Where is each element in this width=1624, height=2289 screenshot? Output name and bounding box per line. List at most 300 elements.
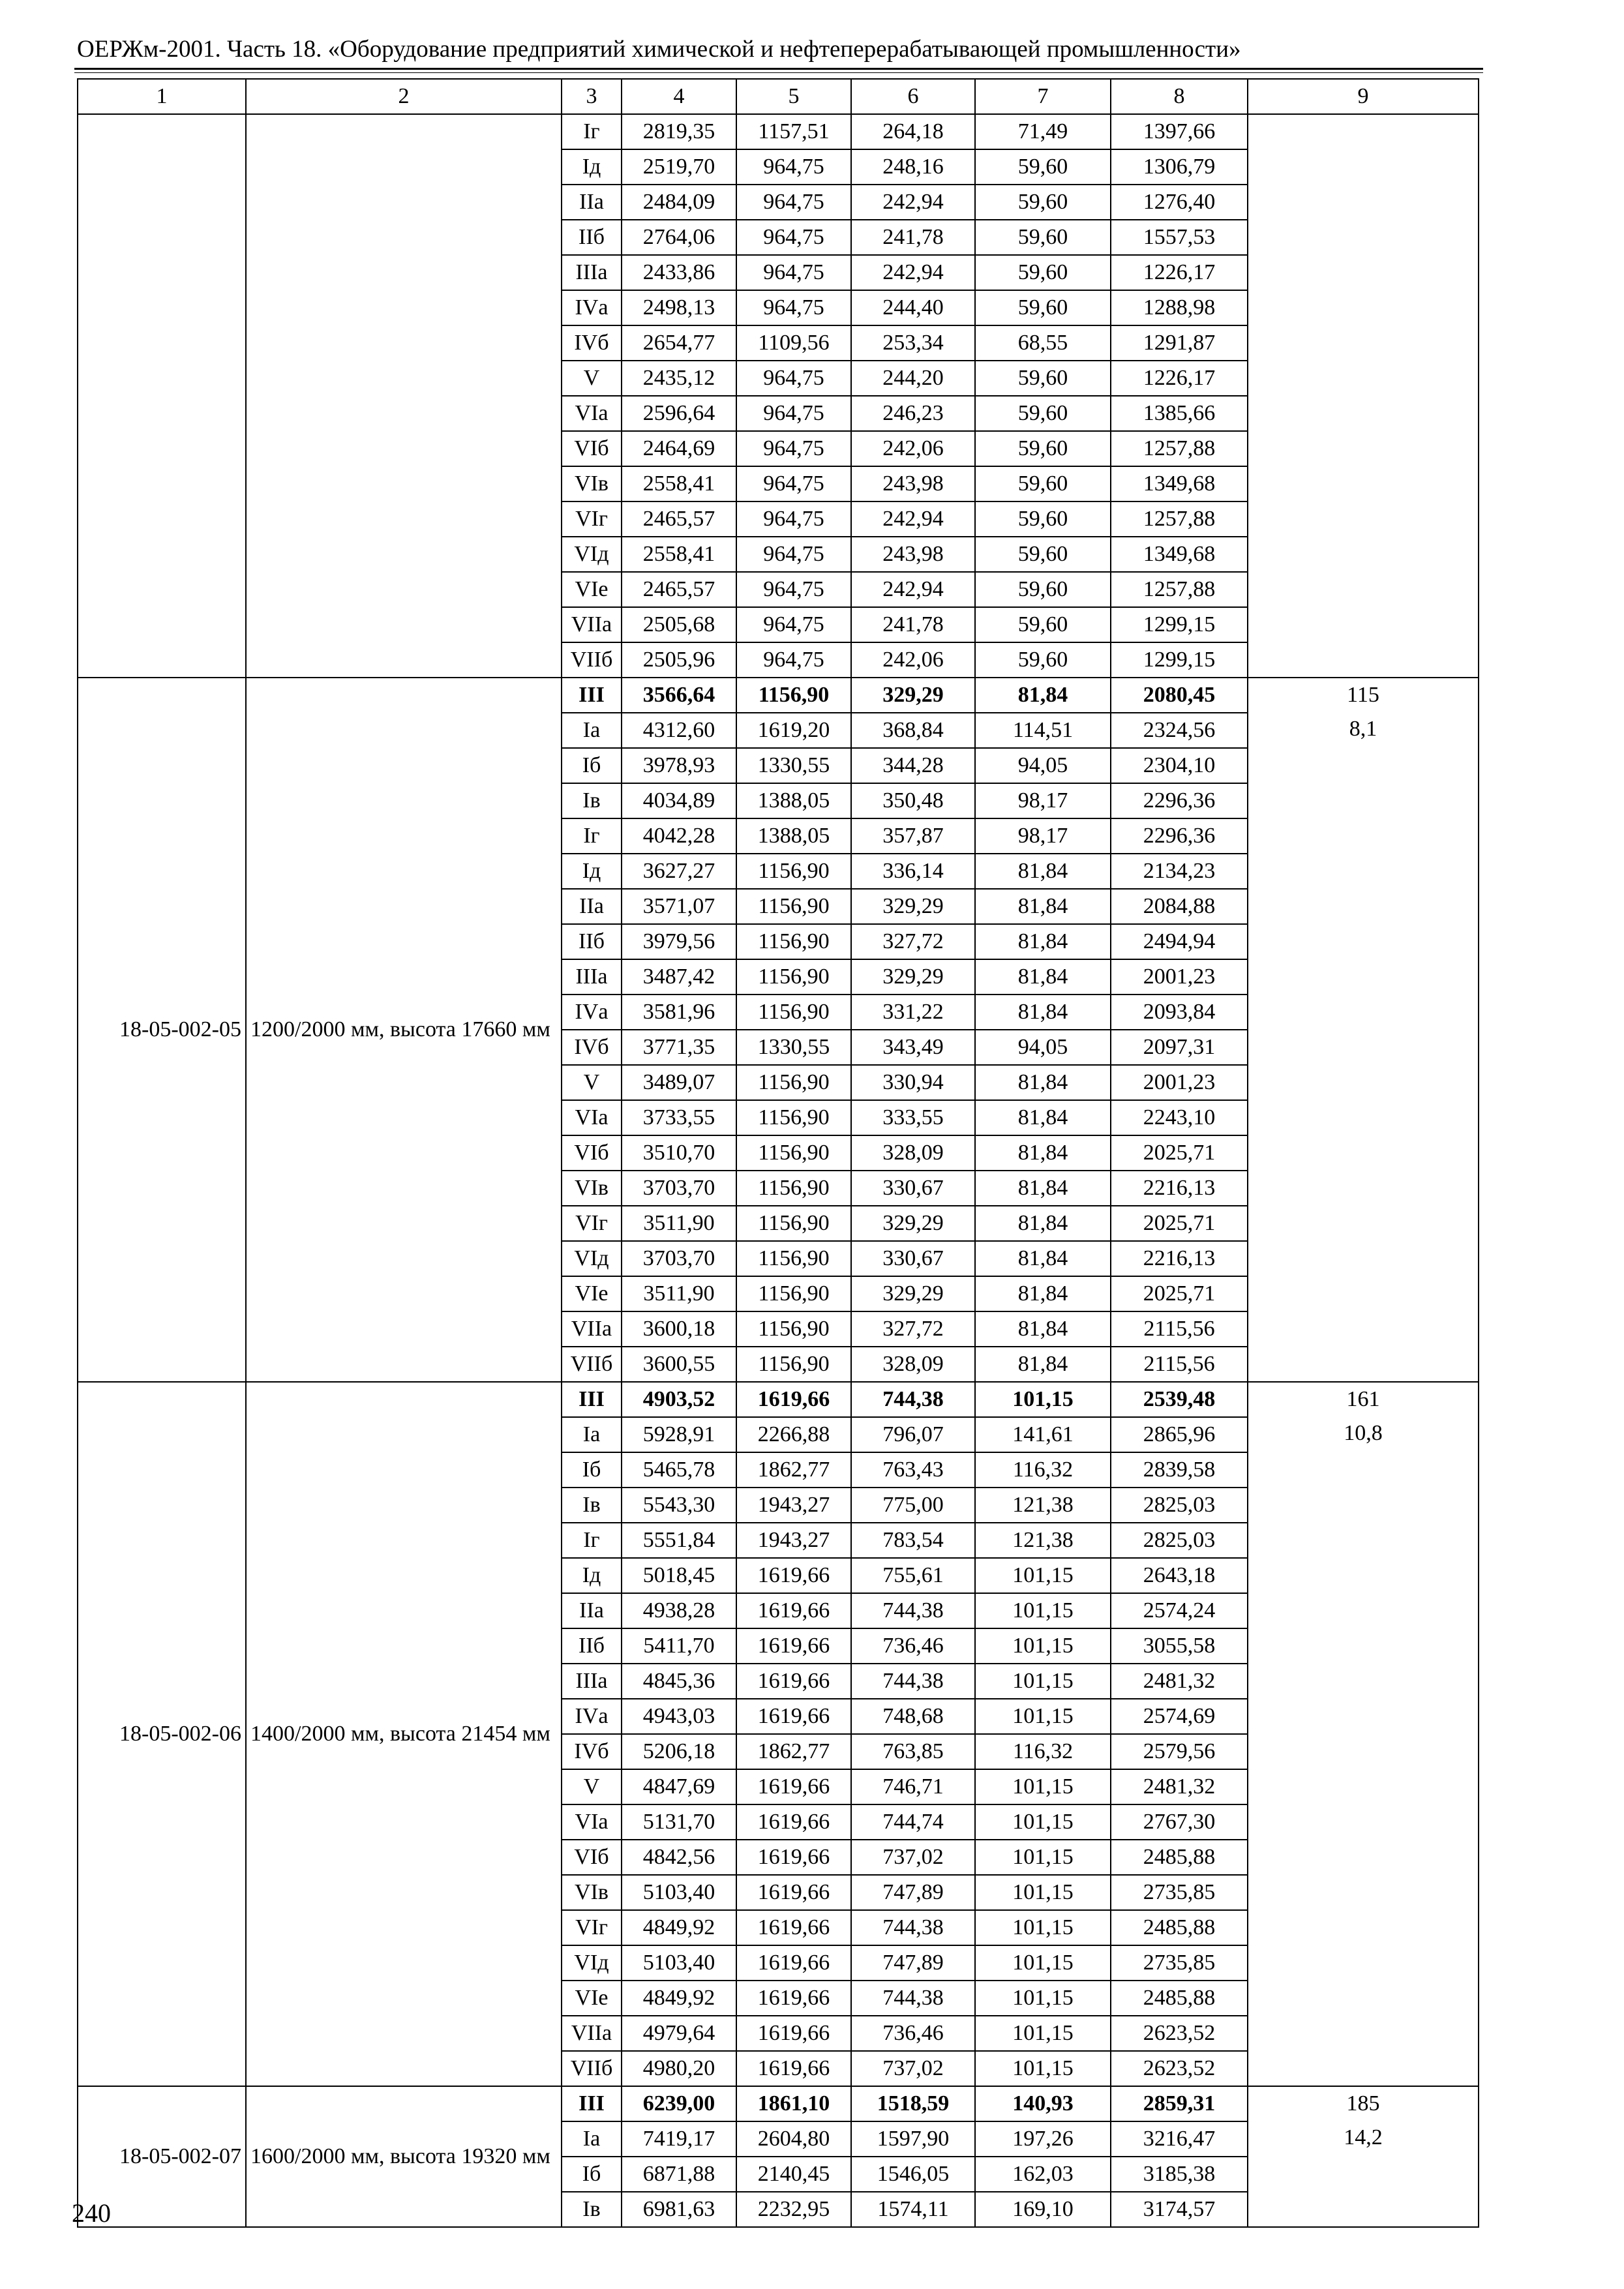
item-code: 18-05-002-05 — [78, 678, 246, 1382]
cell-col-6: 746,71 — [851, 1769, 975, 1804]
cell-col-6: 737,02 — [851, 1840, 975, 1875]
cell-col-6: 244,40 — [851, 290, 975, 325]
cell-col-4: 4938,28 — [622, 1593, 736, 1628]
cell-col-5: 1156,90 — [736, 1206, 851, 1241]
cell-col-6: 327,72 — [851, 1311, 975, 1347]
cell-col-5: 1862,77 — [736, 1734, 851, 1769]
cell-col-5: 1619,66 — [736, 1981, 851, 2016]
cell-col-5: 1156,90 — [736, 1276, 851, 1311]
page-header-title: ОЕРЖм-2001. Часть 18. «Оборудование предприятий химической и нефтеперерабатывающей промышленности» — [77, 36, 1241, 63]
cell-col-8: 1349,68 — [1111, 466, 1248, 501]
cell-col-3: VIе — [562, 1981, 622, 2016]
cell-col-4: 2764,06 — [622, 220, 736, 255]
cell-col-7: 59,60 — [975, 220, 1111, 255]
cell-col-8: 2825,03 — [1111, 1523, 1248, 1558]
cell-col-8: 3174,57 — [1111, 2192, 1248, 2227]
cell-col-5: 964,75 — [736, 572, 851, 607]
cell-col-4: 4847,69 — [622, 1769, 736, 1804]
cell-col-6: 744,38 — [851, 1593, 975, 1628]
cell-col-6: 744,74 — [851, 1804, 975, 1840]
cell-col-3: IIIа — [562, 959, 622, 995]
cell-col-3: VIе — [562, 572, 622, 607]
cell-col-6: 246,23 — [851, 396, 975, 431]
cell-col-3: V — [562, 361, 622, 396]
cell-col-4: 2505,96 — [622, 642, 736, 678]
cell-col-7: 59,60 — [975, 290, 1111, 325]
cell-col-6: 331,22 — [851, 995, 975, 1030]
cell-col-5: 1330,55 — [736, 1030, 851, 1065]
cell-col-4: 3600,55 — [622, 1347, 736, 1382]
cell-col-3: IVа — [562, 995, 622, 1030]
cell-col-8: 2025,71 — [1111, 1276, 1248, 1311]
cell-col-5: 1619,66 — [736, 1382, 851, 1417]
cell-col-6: 1574,11 — [851, 2192, 975, 2227]
cell-col-8: 2243,10 — [1111, 1100, 1248, 1135]
column-header: 1 — [78, 79, 246, 114]
cell-col-6: 343,49 — [851, 1030, 975, 1065]
cell-col-5: 964,75 — [736, 185, 851, 220]
cell-col-4: 3581,96 — [622, 995, 736, 1030]
item-code: 18-05-002-06 — [78, 1382, 246, 2086]
cell-col-3: IVа — [562, 1699, 622, 1734]
cell-col-6: 244,20 — [851, 361, 975, 396]
cell-col-4: 2498,13 — [622, 290, 736, 325]
cell-col-7: 59,60 — [975, 361, 1111, 396]
cell-col-4: 5103,40 — [622, 1875, 736, 1910]
cell-col-6: 747,89 — [851, 1945, 975, 1981]
cell-col-7: 81,84 — [975, 1347, 1111, 1382]
cell-col-8: 1257,88 — [1111, 431, 1248, 466]
cell-col-7: 81,84 — [975, 1311, 1111, 1347]
cell-col-3: Iа — [562, 2121, 622, 2157]
cell-col-5: 1157,51 — [736, 114, 851, 149]
cell-col-8: 2080,45 — [1111, 678, 1248, 713]
cell-col-7: 81,84 — [975, 924, 1111, 959]
cell-col-5: 1861,10 — [736, 2086, 851, 2121]
cell-col-5: 1619,66 — [736, 1628, 851, 1664]
cell-col-3: VIа — [562, 396, 622, 431]
cell-col-6: 357,87 — [851, 818, 975, 854]
cell-col-7: 101,15 — [975, 1628, 1111, 1664]
cell-col-4: 3703,70 — [622, 1171, 736, 1206]
cell-col-5: 1388,05 — [736, 818, 851, 854]
cell-col-8: 2001,23 — [1111, 959, 1248, 995]
cell-col-3: Iб — [562, 1452, 622, 1488]
cell-col-8: 2859,31 — [1111, 2086, 1248, 2121]
cell-col-5: 1619,66 — [736, 1945, 851, 1981]
cell-col-7: 101,15 — [975, 1981, 1111, 2016]
cell-col-5: 1109,56 — [736, 325, 851, 361]
cell-col-6: 330,67 — [851, 1171, 975, 1206]
cell-col-4: 2558,41 — [622, 537, 736, 572]
cell-col-6: 241,78 — [851, 607, 975, 642]
cell-col-7: 81,84 — [975, 854, 1111, 889]
cell-col-8: 2485,88 — [1111, 1981, 1248, 2016]
cell-col-7: 81,84 — [975, 1065, 1111, 1100]
cell-col-8: 2485,88 — [1111, 1840, 1248, 1875]
cell-col-8: 2735,85 — [1111, 1875, 1248, 1910]
cell-col-7: 81,84 — [975, 995, 1111, 1030]
cell-col-7: 101,15 — [975, 1804, 1111, 1840]
cell-col-3: IIб — [562, 924, 622, 959]
cell-col-5: 964,75 — [736, 396, 851, 431]
cell-col-6: 328,09 — [851, 1347, 975, 1382]
cell-col-6: 368,84 — [851, 713, 975, 748]
cell-col-7: 59,60 — [975, 501, 1111, 537]
cell-col-4: 5411,70 — [622, 1628, 736, 1664]
cell-col-3: VIIа — [562, 1311, 622, 1347]
cell-col-3: VIа — [562, 1804, 622, 1840]
cell-col-6: 330,94 — [851, 1065, 975, 1100]
cell-col-5: 2604,80 — [736, 2121, 851, 2157]
cell-col-8: 2579,56 — [1111, 1734, 1248, 1769]
cell-col-7: 162,03 — [975, 2157, 1111, 2192]
cell-col-6: 748,68 — [851, 1699, 975, 1734]
cell-col-5: 1619,66 — [736, 1910, 851, 1945]
cell-col-4: 3489,07 — [622, 1065, 736, 1100]
cell-col-4: 4845,36 — [622, 1664, 736, 1699]
cell-col-3: VIг — [562, 1910, 622, 1945]
cell-col-8: 1349,68 — [1111, 537, 1248, 572]
cell-col-6: 329,29 — [851, 1276, 975, 1311]
cell-col-3: IIб — [562, 220, 622, 255]
cell-col-3: V — [562, 1065, 622, 1100]
column-header: 4 — [622, 79, 736, 114]
cell-col-4: 2654,77 — [622, 325, 736, 361]
cell-col-4: 6871,88 — [622, 2157, 736, 2192]
cell-col-6: 328,09 — [851, 1135, 975, 1171]
cell-col-4: 2819,35 — [622, 114, 736, 149]
cell-col-6: 264,18 — [851, 114, 975, 149]
cell-col-8: 1557,53 — [1111, 220, 1248, 255]
cell-col-5: 1862,77 — [736, 1452, 851, 1488]
cell-col-5: 964,75 — [736, 220, 851, 255]
cell-col-5: 1156,90 — [736, 1311, 851, 1347]
cell-col-8: 2643,18 — [1111, 1558, 1248, 1593]
cell-col-8: 2134,23 — [1111, 854, 1248, 889]
cell-col-3: VIб — [562, 1840, 622, 1875]
cell-col-4: 5465,78 — [622, 1452, 736, 1488]
cell-col-6: 744,38 — [851, 1382, 975, 1417]
cell-col-4: 6239,00 — [622, 2086, 736, 2121]
header-rule — [74, 68, 1483, 70]
cell-col-7: 101,15 — [975, 2016, 1111, 2051]
cell-col-3: VIе — [562, 1276, 622, 1311]
cell-col-8: 2494,94 — [1111, 924, 1248, 959]
cell-col-3: III — [562, 1382, 622, 1417]
cell-col-3: VIв — [562, 1875, 622, 1910]
cell-col-4: 3511,90 — [622, 1206, 736, 1241]
cell-col-5: 1156,90 — [736, 924, 851, 959]
cell-col-5: 1619,66 — [736, 1593, 851, 1628]
cell-col-4: 2465,57 — [622, 572, 736, 607]
cell-col-6: 253,34 — [851, 325, 975, 361]
cell-col-4: 2433,86 — [622, 255, 736, 290]
cell-col-7: 101,15 — [975, 1558, 1111, 1593]
cell-col-7: 116,32 — [975, 1734, 1111, 1769]
cell-col-4: 3733,55 — [622, 1100, 736, 1135]
cell-col-7: 114,51 — [975, 713, 1111, 748]
cell-col-3: VIв — [562, 466, 622, 501]
cell-col-5: 964,75 — [736, 501, 851, 537]
cell-col-3: Iа — [562, 1417, 622, 1452]
cell-col-7: 81,84 — [975, 1135, 1111, 1171]
cell-col-7: 101,15 — [975, 1945, 1111, 1981]
cell-col-8: 2025,71 — [1111, 1206, 1248, 1241]
cell-col-8: 2304,10 — [1111, 748, 1248, 783]
cell-col-8: 1397,66 — [1111, 114, 1248, 149]
cell-col-7: 81,84 — [975, 1206, 1111, 1241]
page-number: 240 — [72, 2198, 111, 2228]
cell-col-7: 59,60 — [975, 607, 1111, 642]
cell-col-3: VIIб — [562, 1347, 622, 1382]
cell-col-8: 2481,32 — [1111, 1664, 1248, 1699]
cell-col-5: 1156,90 — [736, 889, 851, 924]
cell-col-3: VIб — [562, 431, 622, 466]
cell-col-4: 5206,18 — [622, 1734, 736, 1769]
cell-col-4: 5131,70 — [622, 1804, 736, 1840]
cell-col-4: 5018,45 — [622, 1558, 736, 1593]
cell-col-3: VIг — [562, 1206, 622, 1241]
cell-col-4: 5543,30 — [622, 1488, 736, 1523]
cell-col-6: 330,67 — [851, 1241, 975, 1276]
cell-col-3: VIIа — [562, 607, 622, 642]
cell-col-8: 2097,31 — [1111, 1030, 1248, 1065]
cell-col-7: 94,05 — [975, 1030, 1111, 1065]
cell-col-3: Iв — [562, 2192, 622, 2227]
table-row — [78, 114, 1479, 149]
cell-col-6: 241,78 — [851, 220, 975, 255]
cell-col-5: 964,75 — [736, 537, 851, 572]
cell-col-4: 3703,70 — [622, 1241, 736, 1276]
cell-col-7: 98,17 — [975, 818, 1111, 854]
cell-col-5: 1619,66 — [736, 1875, 851, 1910]
cell-col-5: 1156,90 — [736, 1171, 851, 1206]
cell-col-5: 964,75 — [736, 607, 851, 642]
cell-col-8: 2084,88 — [1111, 889, 1248, 924]
cell-col-7: 81,84 — [975, 1276, 1111, 1311]
cell-col-5: 1619,66 — [736, 1558, 851, 1593]
cell-col-7: 59,60 — [975, 572, 1111, 607]
cell-col-6: 763,85 — [851, 1734, 975, 1769]
cell-col-6: 329,29 — [851, 889, 975, 924]
cell-col-4: 4034,89 — [622, 783, 736, 818]
cell-col-6: 350,48 — [851, 783, 975, 818]
cell-col-3: VIд — [562, 1241, 622, 1276]
cell-col-3: VIд — [562, 1945, 622, 1981]
cell-col-4: 3566,64 — [622, 678, 736, 713]
cell-col-6: 744,38 — [851, 1981, 975, 2016]
cell-col-7: 68,55 — [975, 325, 1111, 361]
cell-col-7: 59,60 — [975, 396, 1111, 431]
cell-col-7: 116,32 — [975, 1452, 1111, 1488]
cell-col-6: 344,28 — [851, 748, 975, 783]
cell-col-3: VIб — [562, 1135, 622, 1171]
cell-col-4: 4903,52 — [622, 1382, 736, 1417]
cell-col-4: 3627,27 — [622, 854, 736, 889]
cell-col-8: 2767,30 — [1111, 1804, 1248, 1840]
column-header: 8 — [1111, 79, 1248, 114]
cell-col-3: Iг — [562, 114, 622, 149]
cell-col-6: 775,00 — [851, 1488, 975, 1523]
cell-col-8: 2623,52 — [1111, 2051, 1248, 2086]
cell-col-4: 5551,84 — [622, 1523, 736, 1558]
cell-col-3: Iд — [562, 1558, 622, 1593]
cell-col-7: 81,84 — [975, 1171, 1111, 1206]
cell-col-8: 2216,13 — [1111, 1241, 1248, 1276]
cell-col-8: 2216,13 — [1111, 1171, 1248, 1206]
cell-col-3: VIг — [562, 501, 622, 537]
cell-col-7: 140,93 — [975, 2086, 1111, 2121]
cell-col-6: 329,29 — [851, 678, 975, 713]
cell-col-6: 242,06 — [851, 642, 975, 678]
item-description — [246, 114, 562, 678]
cell-col-4: 4980,20 — [622, 2051, 736, 2086]
table-row — [78, 1382, 1479, 1417]
cell-col-5: 1619,66 — [736, 2051, 851, 2086]
cell-col-7: 59,60 — [975, 537, 1111, 572]
cell-col-4: 3511,90 — [622, 1276, 736, 1311]
cell-col-4: 5928,91 — [622, 1417, 736, 1452]
cell-col-4: 4943,03 — [622, 1699, 736, 1734]
column-header: 5 — [736, 79, 851, 114]
cell-col-6: 1518,59 — [851, 2086, 975, 2121]
cell-col-4: 2435,12 — [622, 361, 736, 396]
cell-col-3: Iв — [562, 783, 622, 818]
cell-col-7: 59,60 — [975, 149, 1111, 185]
cell-col-8: 2115,56 — [1111, 1347, 1248, 1382]
rates-table — [77, 78, 1479, 2228]
column-header: 7 — [975, 79, 1111, 114]
cell-col-5: 1156,90 — [736, 1347, 851, 1382]
cell-col-3: IVа — [562, 290, 622, 325]
cell-col-7: 59,60 — [975, 466, 1111, 501]
header-rule-thin — [74, 72, 1483, 73]
cell-col-7: 59,60 — [975, 642, 1111, 678]
column-header: 3 — [562, 79, 622, 114]
cell-col-5: 1619,66 — [736, 1769, 851, 1804]
cell-col-7: 81,84 — [975, 1241, 1111, 1276]
cell-col-4: 2465,57 — [622, 501, 736, 537]
cell-col-6: 336,14 — [851, 854, 975, 889]
cell-col-6: 737,02 — [851, 2051, 975, 2086]
cell-col-3: Iг — [562, 1523, 622, 1558]
cell-col-3: Iд — [562, 854, 622, 889]
cell-col-7: 101,15 — [975, 1910, 1111, 1945]
cell-col-5: 1619,20 — [736, 713, 851, 748]
cell-col-3: Iг — [562, 818, 622, 854]
cell-col-8: 1276,40 — [1111, 185, 1248, 220]
cell-col-3: Iа — [562, 713, 622, 748]
cell-col-3: IIа — [562, 889, 622, 924]
cell-col-5: 1619,66 — [736, 1840, 851, 1875]
cell-col-3: VIа — [562, 1100, 622, 1135]
cell-col-5: 964,75 — [736, 642, 851, 678]
cell-col-3: VIIб — [562, 2051, 622, 2086]
cell-col-6: 243,98 — [851, 466, 975, 501]
cell-col-3: V — [562, 1769, 622, 1804]
cell-col-7: 101,15 — [975, 1664, 1111, 1699]
cell-col-9 — [1248, 2086, 1479, 2227]
cell-col-5: 1156,90 — [736, 995, 851, 1030]
cell-col-4: 3600,18 — [622, 1311, 736, 1347]
cell-col-8: 2115,56 — [1111, 1311, 1248, 1347]
cell-col-3: IIа — [562, 1593, 622, 1628]
cell-col-6: 242,94 — [851, 572, 975, 607]
column-number-row — [78, 79, 1479, 114]
cell-col-5: 1619,66 — [736, 1699, 851, 1734]
cell-col-6: 329,29 — [851, 959, 975, 995]
cell-col-4: 3571,07 — [622, 889, 736, 924]
col-9-value: 8,1 — [1349, 717, 1377, 741]
col-9-value: 185 — [1346, 2091, 1380, 2116]
cell-col-8: 2001,23 — [1111, 1065, 1248, 1100]
column-header: 2 — [246, 79, 562, 114]
cell-col-7: 101,15 — [975, 1382, 1111, 1417]
cell-col-3: VIIб — [562, 642, 622, 678]
item-code: 18-05-002-07 — [78, 2086, 246, 2227]
cell-col-6: 327,72 — [851, 924, 975, 959]
item-description: 1200/2000 мм, высота 17660 мм — [246, 678, 562, 1382]
cell-col-6: 796,07 — [851, 1417, 975, 1452]
column-header: 6 — [851, 79, 975, 114]
cell-col-6: 242,94 — [851, 255, 975, 290]
cell-col-8: 3055,58 — [1111, 1628, 1248, 1664]
cell-col-8: 2324,56 — [1111, 713, 1248, 748]
cell-col-5: 964,75 — [736, 149, 851, 185]
col-9-value: 14,2 — [1344, 2125, 1383, 2149]
cell-col-4: 7419,17 — [622, 2121, 736, 2157]
cell-col-5: 2232,95 — [736, 2192, 851, 2227]
cell-col-6: 763,43 — [851, 1452, 975, 1488]
cell-col-8: 2825,03 — [1111, 1488, 1248, 1523]
cell-col-8: 1299,15 — [1111, 642, 1248, 678]
cell-col-8: 1385,66 — [1111, 396, 1248, 431]
cell-col-5: 964,75 — [736, 431, 851, 466]
cell-col-7: 141,61 — [975, 1417, 1111, 1452]
cell-col-8: 3185,38 — [1111, 2157, 1248, 2192]
cell-col-7: 59,60 — [975, 185, 1111, 220]
cell-col-6: 1597,90 — [851, 2121, 975, 2157]
cell-col-4: 2505,68 — [622, 607, 736, 642]
cell-col-8: 2735,85 — [1111, 1945, 1248, 1981]
cell-col-7: 81,84 — [975, 959, 1111, 995]
cell-col-7: 59,60 — [975, 431, 1111, 466]
cell-col-5: 1330,55 — [736, 748, 851, 783]
cell-col-5: 1619,66 — [736, 2016, 851, 2051]
cell-col-3: Iб — [562, 2157, 622, 2192]
cell-col-4: 2558,41 — [622, 466, 736, 501]
cell-col-5: 1943,27 — [736, 1523, 851, 1558]
cell-col-8: 1288,98 — [1111, 290, 1248, 325]
cell-col-5: 1156,90 — [736, 1065, 851, 1100]
cell-col-8: 1226,17 — [1111, 361, 1248, 396]
cell-col-8: 3216,47 — [1111, 2121, 1248, 2157]
cell-col-8: 2485,88 — [1111, 1910, 1248, 1945]
cell-col-4: 4849,92 — [622, 1910, 736, 1945]
cell-col-3: IIIа — [562, 255, 622, 290]
cell-col-4: 3487,42 — [622, 959, 736, 995]
cell-col-7: 121,38 — [975, 1488, 1111, 1523]
col-9-value: 10,8 — [1344, 1421, 1383, 1445]
cell-col-7: 101,15 — [975, 2051, 1111, 2086]
cell-col-6: 744,38 — [851, 1910, 975, 1945]
cell-col-4: 3510,70 — [622, 1135, 736, 1171]
col-9-value: 161 — [1346, 1387, 1380, 1411]
cell-col-7: 59,60 — [975, 255, 1111, 290]
cell-col-4: 2596,64 — [622, 396, 736, 431]
cell-col-3: IVб — [562, 1030, 622, 1065]
